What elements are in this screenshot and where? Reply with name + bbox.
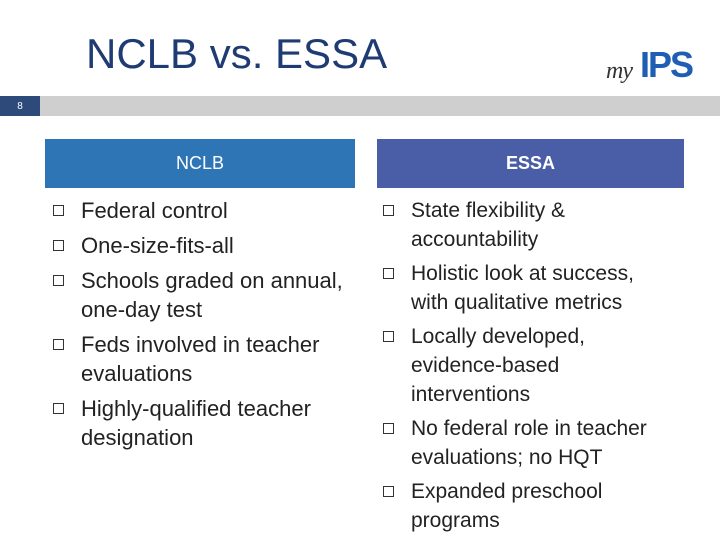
list-item bbox=[377, 196, 677, 254]
square-bullet-icon bbox=[383, 268, 394, 279]
square-bullet-icon bbox=[53, 240, 64, 251]
square-bullet-icon bbox=[383, 423, 394, 434]
square-bullet-icon bbox=[383, 486, 394, 497]
list-item bbox=[377, 259, 677, 317]
list-item-text: Schools graded on annual, one-day test bbox=[81, 268, 343, 322]
square-bullet-icon bbox=[383, 205, 394, 216]
list-item bbox=[47, 231, 347, 260]
square-bullet-icon bbox=[383, 331, 394, 342]
list-item-text: Feds involved in teacher evaluations bbox=[81, 332, 320, 386]
list-item-text: Expanded preschool programs bbox=[411, 480, 603, 532]
list-item bbox=[47, 196, 347, 225]
square-bullet-icon bbox=[53, 275, 64, 286]
header-divider-bar bbox=[40, 96, 720, 116]
essa-bullet-list bbox=[377, 196, 677, 540]
list-item-text: One-size-fits-all bbox=[81, 233, 234, 258]
list-item-text: Locally developed, evidence-based interventions bbox=[411, 325, 585, 406]
list-item-text: Federal control bbox=[81, 198, 228, 223]
list-item-text: Holistic look at success, with qualitative metrics bbox=[411, 262, 634, 314]
square-bullet-icon bbox=[53, 403, 64, 414]
list-item bbox=[377, 477, 677, 535]
list-item bbox=[47, 266, 347, 324]
list-item bbox=[47, 330, 347, 388]
list-item-text: Highly-qualified teacher designation bbox=[81, 396, 311, 450]
slide-title: NCLB vs. ESSA bbox=[86, 30, 388, 77]
myips-logo bbox=[606, 44, 710, 88]
list-item-text: No federal role in teacher evaluations; no HQT bbox=[411, 417, 647, 469]
logo-main: IPS bbox=[640, 44, 693, 85]
nclb-bullet-list bbox=[47, 196, 347, 458]
square-bullet-icon bbox=[53, 205, 64, 216]
slide-number: 8 bbox=[0, 96, 40, 116]
logo-prefix: my bbox=[606, 58, 632, 84]
list-item-text: State flexibility & accountability bbox=[411, 199, 566, 251]
square-bullet-icon bbox=[53, 339, 64, 350]
list-item bbox=[377, 322, 677, 409]
list-item bbox=[47, 394, 347, 452]
list-item bbox=[377, 414, 677, 472]
essa-column-header: ESSA bbox=[377, 139, 684, 188]
nclb-column-header: NCLB bbox=[45, 139, 355, 188]
